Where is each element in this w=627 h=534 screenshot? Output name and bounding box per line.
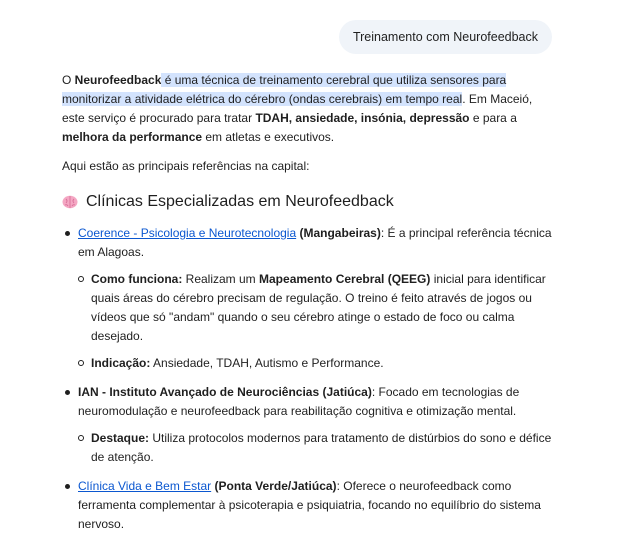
detail-label: Como funciona:: [91, 272, 183, 286]
user-message-text: Treinamento com Neurofeedback: [352, 30, 538, 44]
clinic-details: [78, 429, 557, 467]
detail-item: [78, 429, 557, 467]
intro-suffix: em atletas e executivos.: [202, 130, 335, 144]
clinic-description: : É a principal referência técnica em Alagoas.: [78, 226, 552, 259]
clinic-name: IAN - Instituto Avançado de Neurociências (Jatiúca): [78, 385, 372, 399]
detail-bold: Mapeamento Cerebral (QEEG): [259, 272, 431, 286]
detail-text: Utiliza protocolos modernos para tratamento de distúrbios do sono e défice de atenção.: [91, 431, 552, 464]
section-heading: [62, 192, 557, 212]
detail-label: Destaque:: [91, 431, 150, 445]
detail-text: Realizam um: [182, 272, 260, 286]
intro-prefix: O: [62, 73, 75, 87]
clinic-location: (Ponta Verde/Jatiúca): [214, 479, 337, 493]
intro-paragraph: [62, 71, 557, 147]
intro-mid1: . Em Maceió, este serviço é procurado para tratar: [62, 92, 533, 125]
clinic-location: (Mangabeiras): [299, 226, 381, 240]
detail-item: [78, 354, 557, 373]
clinic-list: [62, 224, 557, 534]
intro-paragraph-2: Aqui estão as principais referências na capital:: [62, 159, 310, 173]
clinic-description: : Oferece o neurofeedback como ferramenta complementar à psicoterapia e psiquiatria, focando no equilíbrio do sistema nervoso.: [78, 479, 541, 531]
clinic-item: [62, 383, 557, 467]
detail-item: [78, 270, 557, 346]
clinic-description: : Focado em tecnologias de neuromodulação e neurofeedback para reabilitação cognitiva e otimização mental.: [78, 385, 520, 418]
detail-text: inicial para identificar quais áreas do cérebro precisam de regulação. O treino é feito através de jogos ou vídeos que só "andam" quando o seu cérebro atinge o estado de foco ou calma desejado.: [91, 272, 546, 343]
intro-mid2: e para a: [469, 111, 517, 125]
clinic-item: [62, 224, 557, 373]
intro-performance: melhora da performance: [62, 130, 203, 144]
clinic-link-vida-bem-estar[interactable]: Clínica Vida e Bem Estar: [78, 479, 212, 493]
detail-text: Ansiedade, TDAH, Autismo e Performance.: [150, 356, 384, 370]
intro-conditions: TDAH, ansiedade, insónia, depressão: [255, 111, 470, 125]
brain-icon: [62, 195, 78, 209]
clinic-link-coerence[interactable]: Coerence - Psicologia e Neurotecnologia: [78, 226, 297, 240]
section-title: Clínicas Especializadas em Neurofeedback: [86, 193, 394, 210]
intro-term: Neurofeedback: [74, 73, 162, 87]
user-message-bubble: [339, 20, 552, 54]
highlighted-definition: é uma técnica de treinamento cerebral que utiliza sensores para monitorizar a atividade elétrica do cérebro (ondas cerebrais) em tempo real: [62, 73, 507, 106]
assistant-response: [62, 71, 557, 534]
clinic-details: [78, 270, 557, 373]
detail-label: Indicação:: [91, 356, 151, 370]
clinic-item: [62, 477, 557, 534]
